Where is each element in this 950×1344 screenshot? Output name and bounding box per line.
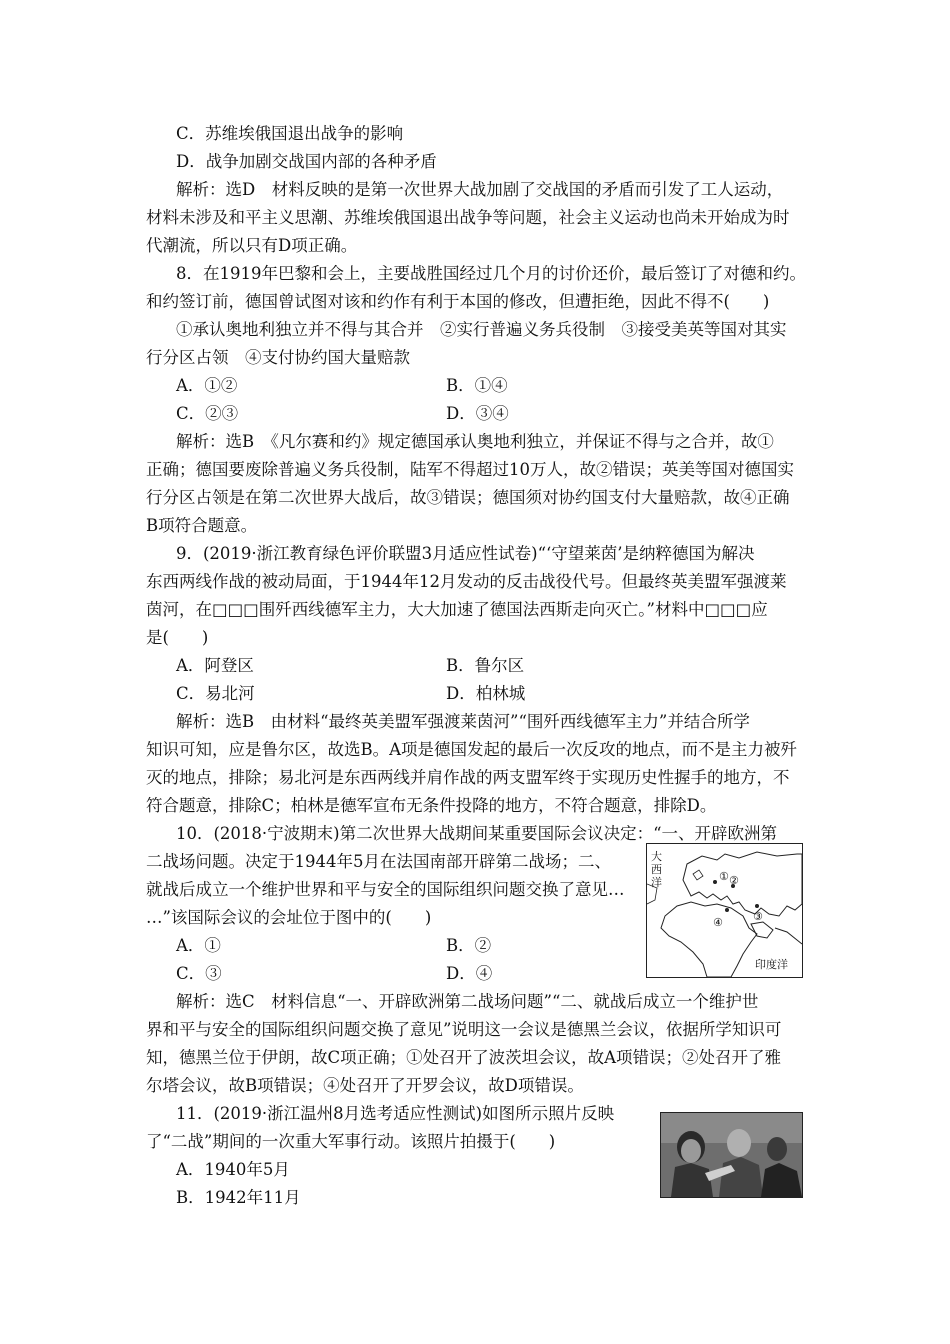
analysis-q8-line1: 解析：选B 《凡尔赛和约》规定德国承认奥地利独立，并保证不得与之合并，故① [176, 432, 774, 451]
question-9-line1: 9．(2019·浙江教育绿色评价联盟3月适应性试卷)“‘守望莱茵’是纳粹德国为解决 [176, 544, 755, 563]
analysis-q7-line3: 代潮流，所以只有D项正确。 [146, 236, 358, 255]
analysis-q7-line2: 材料未涉及和平主义思潮、苏维埃俄国退出战争等问题，社会主义运动也尚未开始成为时 [146, 208, 790, 227]
option-b-q9: B．鲁尔区 [446, 656, 525, 675]
analysis-q10-line4: 尔塔会议，故B项错误；④处召开了开罗会议，故D项错误。 [146, 1076, 584, 1095]
marker-1: ① [719, 870, 729, 883]
option-b-q8: B．①④ [446, 376, 508, 395]
option-b-q10: B．② [446, 936, 492, 955]
indian-ocean-label: 印度洋 [755, 958, 788, 971]
question-9-line3: 茵河，在□□□围歼西线德军主力，大大加速了德国法西斯走向灭亡。”材料中□□□应 [146, 600, 768, 619]
analysis-q9-line3: 灭的地点，排除；易北河是东西两线并肩作战的两支盟军终于实现历史性握手的地方，不 [146, 768, 790, 787]
question-10-line2: 二战场问题。决定于1944年5月在法国南部开辟第二战场；二、 [146, 852, 611, 871]
option-a-q8: A．①② [176, 376, 238, 395]
option-d-q9: D．柏林城 [446, 684, 526, 703]
question-10-line1: 10．(2018·宁波期末)第二次世界大战期间某重要国际会议决定：“一、开辟欧洲第 [176, 824, 778, 843]
analysis-q7-line1: 解析：选D 材料反映的是第一次世界大战加剧了交战国的矛盾而引发了工人运动， [176, 180, 784, 199]
atlantic-label: 大西洋 [651, 850, 662, 889]
analysis-q8-line3: 行分区占领是在第二次世界大战后，故③错误；德国须对协约国支付大量赔款，故④正确 [146, 488, 790, 507]
option-d-q8: D．③④ [446, 404, 509, 423]
map-figure [646, 843, 803, 978]
option-c-q10: C．③ [176, 964, 222, 983]
option-c-q7: C．苏维埃俄国退出战争的影响 [176, 124, 404, 143]
question-8-statements-line1: ①承认奥地利独立并不得与其合并 ②实行普遍义务兵役制 ③接受美英等国对其实 [176, 320, 787, 339]
analysis-q9-line2: 知识可知，应是鲁尔区，故选B。A项是德国发起的最后一次反攻的地点，而不是主力被歼 [146, 740, 798, 759]
option-d-q7: D．战争加剧交战国内部的各种矛盾 [176, 152, 437, 171]
question-9-line2: 东西两线作战的被动局面，于1944年12月发动的反击战役代号。但最终英美盟军强渡莱 [146, 572, 787, 591]
question-8-line2: 和约签订前，德国曾试图对该和约作有利于本国的修改，但遭拒绝，因此不得不( ) [146, 292, 770, 311]
analysis-q10-line2: 界和平与安全的国际组织问题交换了意见”说明这一会议是德黑兰会议，依据所学知识可 [146, 1020, 782, 1039]
analysis-q10-line1: 解析：选C 材料信息“一、开辟欧洲第二战场问题”“二、就战后成立一个维护世 [176, 992, 759, 1011]
marker-3: ③ [753, 910, 763, 923]
analysis-q10-line3: 知，德黑兰位于伊朗，故C项正确；①处召开了波茨坦会议，故A项错误；②处召开了雅 [146, 1048, 782, 1067]
analysis-q9-line1: 解析：选B 由材料“最终英美盟军强渡莱茵河”“围歼西线德军主力”并结合所学 [176, 712, 750, 731]
question-11-line2: 了“二战”期间的一次重大军事行动。该照片拍摄于( ) [146, 1132, 556, 1151]
photo-image [661, 1113, 802, 1197]
option-c-q9: C．易北河 [176, 684, 255, 703]
soldiers-photo [660, 1112, 803, 1198]
question-9-line4: 是( ) [146, 628, 209, 647]
option-a-q9: A．阿登区 [176, 656, 254, 675]
question-8-line1: 8．在1919年巴黎和会上，主要战胜国经过几个月的讨价还价，最后签订了对德和约。 [176, 264, 806, 283]
option-a-q11: A．1940年5月 [176, 1160, 290, 1179]
option-a-q10: A．① [176, 936, 221, 955]
analysis-q9-line4: 符合题意，排除C；柏林是德军宣布无条件投降的地方，不符合题意，排除D。 [146, 796, 717, 815]
question-11-line1: 11．(2019·浙江温州8月选考适应性测试)如图所示照片反映 [176, 1104, 615, 1123]
analysis-q8-line2: 正确；德国要废除普遍义务兵役制，陆军不得超过10万人，故②错误；英美等国对德国实 [146, 460, 794, 479]
marker-4: ④ [713, 916, 723, 929]
option-c-q8: C．②③ [176, 404, 239, 423]
question-10-line4: …”该国际会议的会址位于图中的( ) [146, 908, 432, 927]
question-8-statements-line2: 行分区占领 ④支付协约国大量赔款 [146, 348, 410, 367]
analysis-q8-line4: B项符合题意。 [146, 516, 258, 535]
option-d-q10: D．④ [446, 964, 493, 983]
question-10-line3: 就战后成立一个维护世界和平与安全的国际组织问题交换了意见… [146, 880, 625, 899]
option-b-q11: B．1942年11月 [176, 1188, 301, 1207]
marker-2: ② [729, 874, 739, 887]
